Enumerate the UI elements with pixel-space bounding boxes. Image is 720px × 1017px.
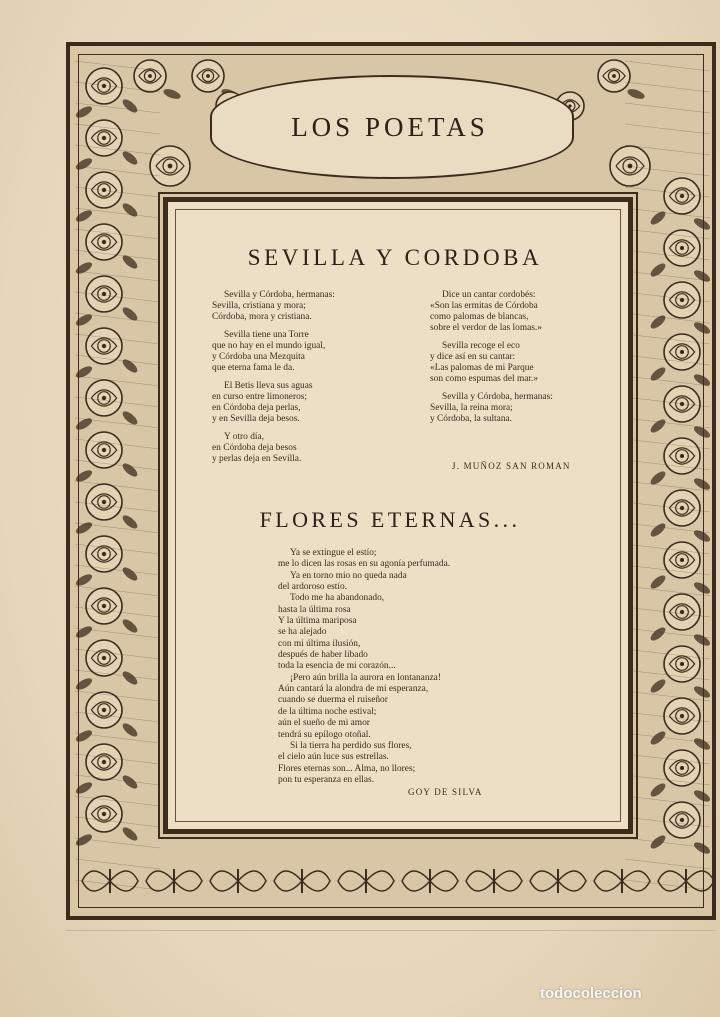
- verse-line: de la última noche estival;: [278, 706, 377, 717]
- stanza: [212, 330, 392, 374]
- poem1-title: SEVILLA Y CORDOBA: [247, 245, 543, 270]
- poem2-body: [278, 548, 538, 786]
- section-title: LOS POETAS: [291, 112, 489, 142]
- stanza: [212, 432, 392, 465]
- stanza: [212, 290, 392, 323]
- stanza: [430, 290, 610, 334]
- verse-line: «Son las ermitas de Córdoba: [430, 300, 538, 311]
- verse-line: cuando se duerma el ruiseñor: [278, 695, 388, 706]
- footer-band: [66, 930, 716, 941]
- verse-line: Sevilla y Córdoba, hermanas:: [442, 392, 553, 403]
- stanza: [430, 341, 610, 385]
- poem1-author: J. MUÑOZ SAN ROMAN: [452, 461, 571, 471]
- verse-line: como palomas de blancas,: [430, 311, 529, 322]
- verse-line: y en Sevilla deja besos.: [212, 414, 300, 425]
- verse-line: que eterna fama le da.: [212, 362, 295, 373]
- verse-line: Ya en torno mío no queda nada: [290, 570, 407, 581]
- verse-line: pon tu esperanza en ellas.: [278, 774, 375, 785]
- verse-line: Dice un cantar cordobés:: [442, 290, 536, 300]
- verse-line: Sevilla tiene una Torre: [224, 330, 309, 341]
- verse-line: y Córdoba una Mezquita: [212, 352, 305, 363]
- verse-line: después de haber libado: [278, 650, 368, 661]
- verse-line: son como espumas del mar.»: [430, 373, 539, 384]
- verse-line: el cielo aún luce sus estrellas.: [278, 752, 389, 763]
- verse-line: ¡Pero aún brilla la aurora en lontananza!: [290, 672, 441, 683]
- verse-line: Flores eternas son... Alma, no llores;: [278, 763, 416, 774]
- verse-line: Córdoba, mora y cristiana.: [212, 311, 312, 322]
- verse-line: y Córdoba, la sultana.: [430, 414, 513, 425]
- verse-line: Sevilla, la reina mora;: [430, 403, 513, 414]
- poem2-title: FLORES ETERNAS...: [259, 507, 521, 532]
- verse-line: y dice así en su cantar:: [430, 352, 516, 363]
- verse-line: «Las palomas de mi Parque: [430, 362, 534, 373]
- poem1-right-column: [430, 290, 610, 432]
- verse-line: sobre el verdor de las lomas.»: [430, 322, 542, 333]
- verse-line: toda la esencia de mi corazón...: [278, 661, 396, 672]
- verse-line: del ardoroso estío.: [278, 582, 347, 593]
- verse-line: tendrá su epílogo otoñal.: [278, 729, 371, 740]
- verse-line: Y otro día,: [224, 432, 265, 443]
- verse-line: con mi última ilusión,: [278, 638, 361, 649]
- watermark: todocoleccion: [540, 985, 642, 1002]
- stanza: [212, 381, 392, 425]
- verse-line: Todo me ha abandonado,: [290, 593, 385, 604]
- verse-line: hasta la última rosa: [278, 604, 351, 615]
- stanza: [430, 392, 610, 425]
- verse-line: El Betis lleva sus aguas: [224, 381, 313, 392]
- verse-line: Sevilla y Córdoba, hermanas:: [224, 290, 335, 300]
- verse-line: en Córdoba deja perlas,: [212, 403, 301, 414]
- poem1-left-column: [212, 290, 392, 473]
- verse-line: que no hay en el mundo igual,: [212, 341, 326, 352]
- verse-line: se ha alejado: [278, 627, 327, 638]
- verse-line: aún el sueño de mi amor: [278, 718, 370, 729]
- verse-line: Ya se extingue el estío;: [290, 548, 377, 558]
- poem2-author: GOY DE SILVA: [408, 787, 483, 797]
- verse-line: en curso entre limoneros;: [212, 392, 308, 403]
- verse-line: Sevilla recoge el eco: [442, 341, 520, 352]
- verse-line: Si la tierra ha perdido sus flores,: [290, 740, 412, 751]
- verse-line: Y la última mariposa: [278, 616, 357, 627]
- verse-line: Aún cantará la alondra de mi esperanza,: [278, 684, 429, 695]
- verse-line: me lo dicen las rosas en su agonía perfumada.: [278, 559, 451, 570]
- verse-line: en Córdoba deja besos: [212, 443, 297, 454]
- verse-line: y perlas deja en Sevilla.: [212, 454, 302, 465]
- verse-line: Sevilla, cristiana y mora;: [212, 300, 306, 311]
